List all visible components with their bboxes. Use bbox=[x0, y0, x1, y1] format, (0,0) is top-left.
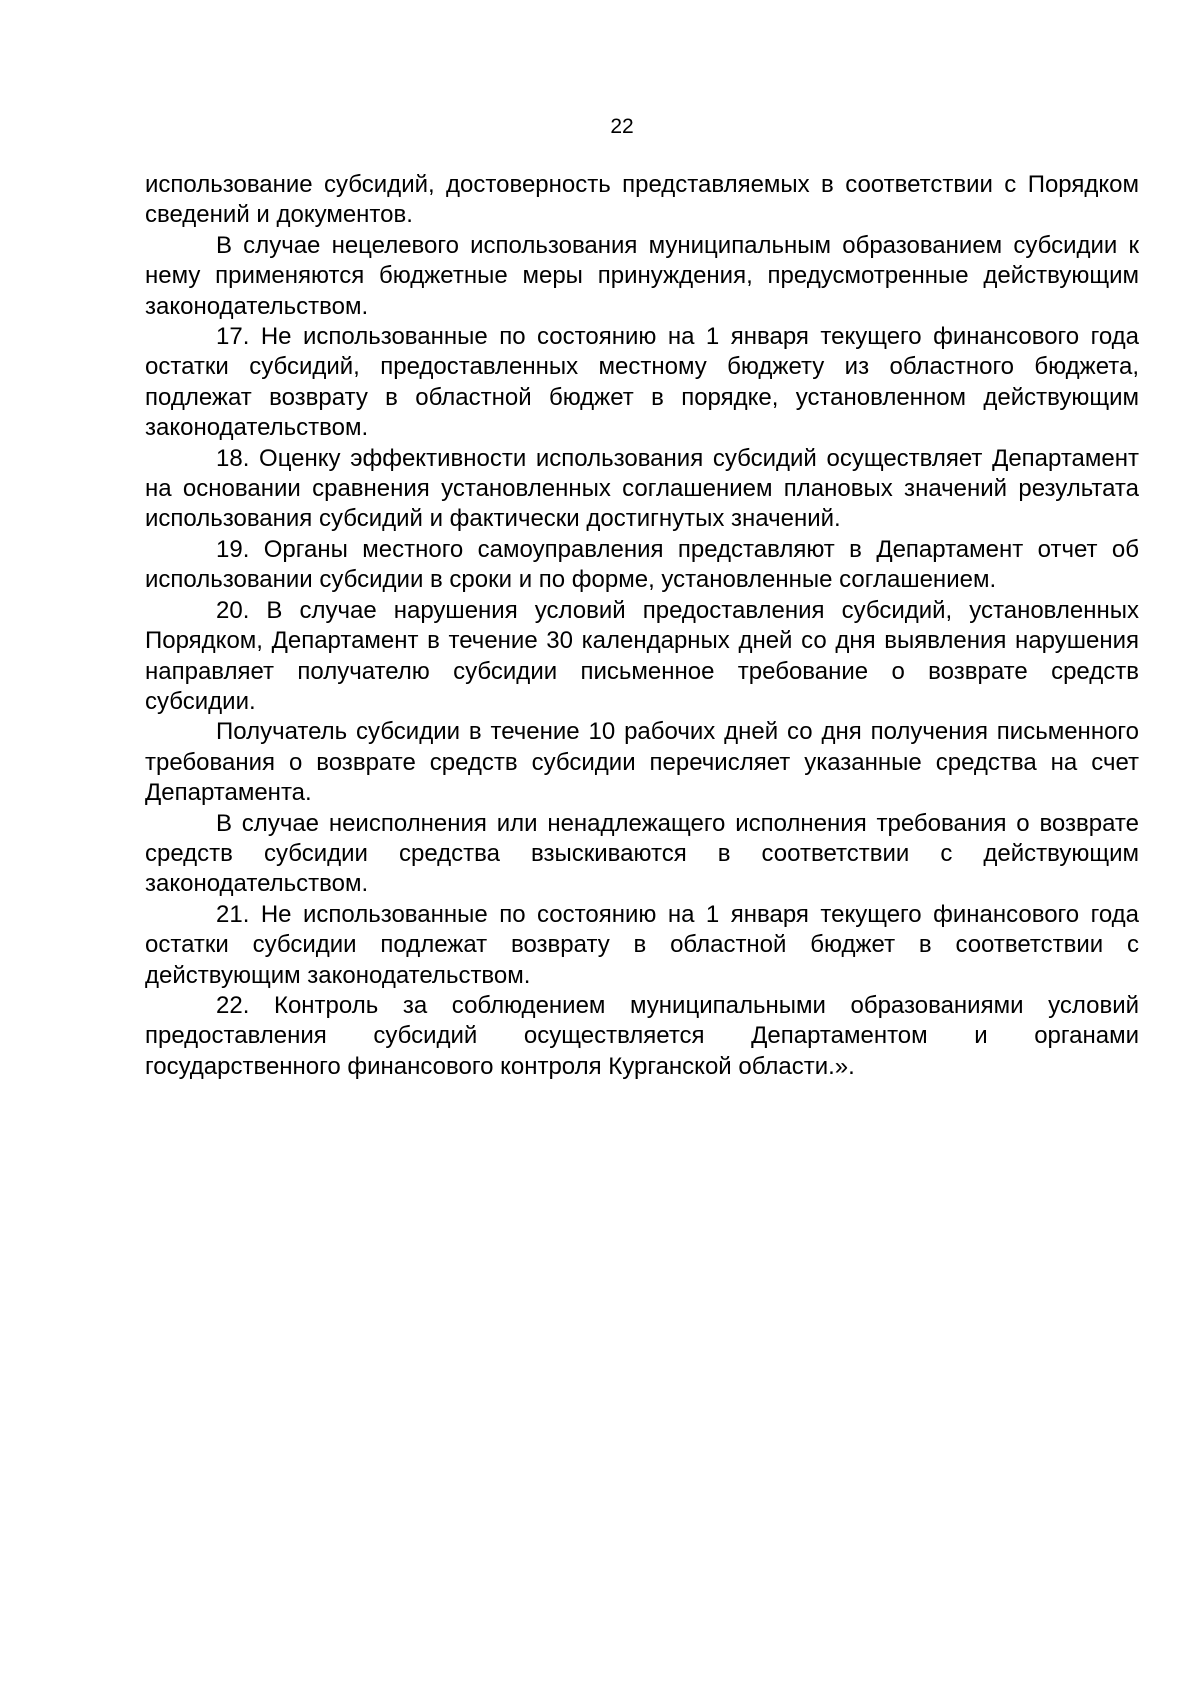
paragraph-22: 22. Контроль за соблюдением муниципальными образованиями условий предоставления субсидий осуществляется Департаментом и органами государственного финансового контроля Курганской области.». bbox=[145, 991, 1139, 1080]
paragraph-17: 17. Не использованные по состоянию на 1 января текущего финансового года остатки субсидий, предоставленных местному бюджету из областного бюджета, подлежат возврату в областной бюджет в порядке, установленном действующим законодательством. bbox=[145, 323, 1139, 442]
paragraph-19: 19. Органы местного самоуправления представляют в Департамент отчет об использовании субсидии в сроки и по форме, установленные соглашением. bbox=[145, 535, 1139, 594]
paragraph-21: 21. Не использованные по состоянию на 1 января текущего финансового года остатки субсидии подлежат возврату в областной бюджет в соответствии с действующим законодательством. bbox=[145, 900, 1139, 989]
paragraph-non-fulfillment: В случае неисполнения или ненадлежащего исполнения требования о возврате средств субсидии средства взыскиваются в соответствии с действующим законодательством. bbox=[145, 809, 1139, 898]
paragraph-misuse: В случае нецелевого использования муниципальным образованием субсидии к нему применяются бюджетные меры принуждения, предусмотренные действующим законодательством. bbox=[145, 231, 1139, 320]
paragraph-20: 20. В случае нарушения условий предоставления субсидий, установленных Порядком, Департамент в течение 30 календарных дней со дня выявления нарушения направляет получателю субсидии письменное требование о возврате средств субсидии. bbox=[145, 596, 1139, 715]
document-body bbox=[145, 170, 1139, 1082]
paragraph-continuation: использование субсидий, достоверность представляемых в соответствии с Порядком сведений и документов. bbox=[145, 171, 1139, 229]
paragraph-18: 18. Оценку эффективности использования субсидий осуществляет Департамент на основании сравнения установленных соглашением плановых значений результата использования субсидий и фактически достигнутых значений. bbox=[145, 444, 1139, 533]
paragraph-recipient: Получатель субсидии в течение 10 рабочих дней со дня получения письменного требования о возврате средств субсидии перечисляет указанные средства на счет Департамента. bbox=[145, 718, 1139, 807]
page-number: 22 bbox=[610, 115, 634, 138]
